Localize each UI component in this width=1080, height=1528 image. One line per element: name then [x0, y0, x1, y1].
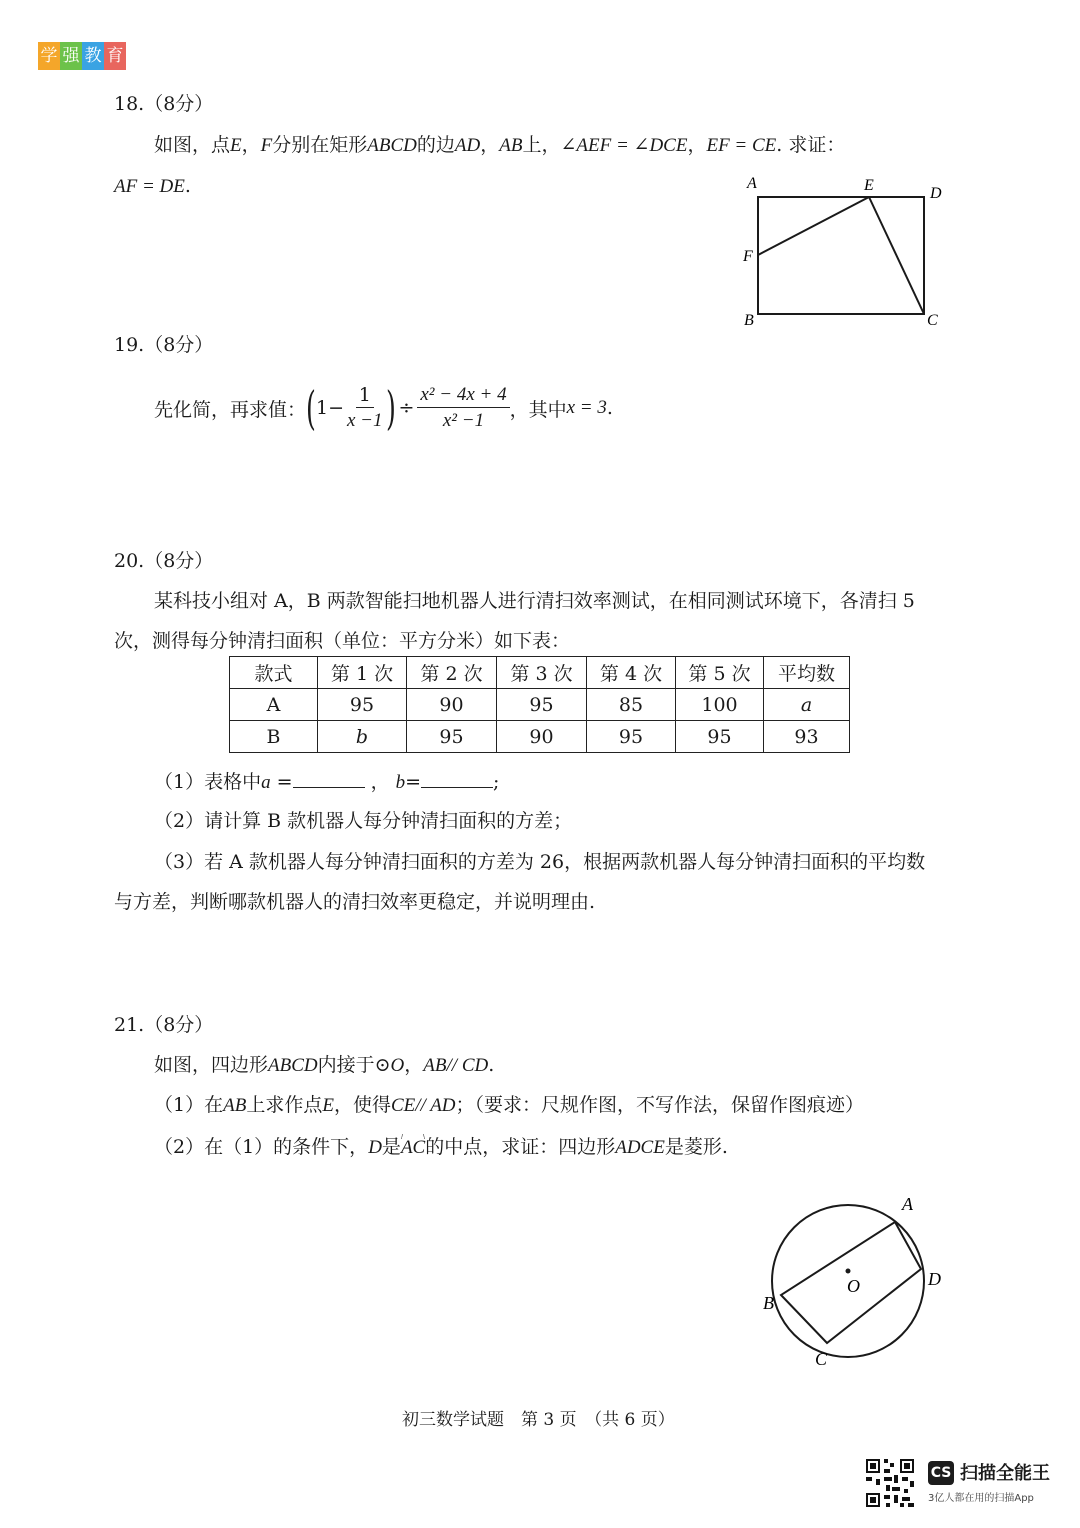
table-cell: A: [230, 689, 318, 721]
q19-fraction-2: $\frac{\text{x² − 4x + 4}}{\text{x² −1}}$: [417, 383, 509, 434]
q21-part1: （1）在AB上求作点E，使得CE// AD；（要求：尺规作图，不写作法，保留作图痕迹）: [154, 1094, 865, 1116]
logo-char-4: 育: [104, 42, 126, 70]
table-header-cell: 第 5 次: [676, 657, 764, 689]
table-cell: 95: [587, 721, 676, 753]
arc-AC: AC: [401, 1134, 425, 1160]
table-row: [230, 721, 850, 753]
q21-statement: 如图，四边形ABCD内接于⊙O，AB// CD.: [154, 1054, 495, 1076]
table-header-cell: 第 4 次: [587, 657, 676, 689]
q20-data-table: [229, 656, 850, 753]
q20-part3-line1: （3）若 A 款机器人每分钟清扫面积的方差为 26，根据两款机器人每分钟清扫面积的平均数: [154, 851, 926, 873]
camscanner-logo-icon: CS: [928, 1461, 954, 1485]
table-cell: 100: [676, 689, 764, 721]
answer-blank-a: [293, 769, 365, 788]
answer-blank-b: [421, 769, 493, 788]
label-E: E: [864, 177, 874, 194]
table-cell: 93: [764, 721, 850, 753]
label-C: C: [815, 1349, 828, 1369]
table-cell: b: [318, 721, 407, 753]
watermark-title: 扫描全能王: [960, 1463, 1050, 1484]
q18-conclusion: AF = DE.: [114, 175, 191, 197]
table-header-cell: 第 2 次: [407, 657, 497, 689]
q18-header: 18.（8分）: [114, 93, 214, 115]
logo-char-2: 强: [60, 42, 82, 70]
q19-header: 19.（8分）: [114, 334, 214, 356]
q20-part2: （2）请计算 B 款机器人每分钟清扫面积的方差；: [154, 810, 573, 832]
table-cell: 90: [407, 689, 497, 721]
label-C: C: [927, 312, 938, 329]
watermark-subtitle: 3亿人都在用的扫描App: [928, 1493, 1034, 1504]
table-header-cell: 款式: [230, 657, 318, 689]
q18-statement: 如图，点E，F分别在矩形ABCD的边AD，AB上，∠AEF = ∠DCE，EF = CE. 求证：: [154, 134, 846, 156]
label-D: D: [930, 185, 942, 202]
table-cell: B: [230, 721, 318, 753]
table-cell: 95: [676, 721, 764, 753]
q21-circle-figure: [755, 1185, 955, 1375]
label-A: A: [747, 175, 757, 192]
q21-part2: （2）在（1）的条件下，D是AC的中点，求证：四边形ADCE是菱形.: [154, 1136, 728, 1158]
q20-part1: （1）表格中a = ， b= ;: [154, 771, 500, 793]
table-header-cell: 平均数: [764, 657, 850, 689]
qr-code-icon: [864, 1457, 916, 1509]
logo-char-3: 教: [82, 42, 104, 70]
label-B: B: [763, 1293, 774, 1313]
q19-expression: 先化简，再求值： ( 1 − $\frac{1}{x -1}$ ) ÷ $\frac{\text{x² − 4x + 4}}{\text{x² −1}}$ ，其中 x = 3 .: [154, 381, 613, 435]
table-cell: 90: [497, 721, 587, 753]
label-A: A: [902, 1194, 913, 1214]
page-footer: 初三数学试题 第 3 页 （共 6 页）: [402, 1410, 675, 1430]
q20-intro-line2: 次，测得每分钟清扫面积（单位：平方分米）如下表：: [114, 630, 571, 652]
table-header-cell: 第 1 次: [318, 657, 407, 689]
table-cell: 95: [497, 689, 587, 721]
label-O: O: [847, 1276, 860, 1296]
label-B: B: [744, 312, 754, 329]
brand-logo: [38, 42, 126, 70]
label-D: D: [928, 1269, 941, 1289]
table-header-row: [230, 657, 850, 689]
q20-header: 20.（8分）: [114, 550, 214, 572]
q21-header: 21.（8分）: [114, 1014, 214, 1036]
table-header-cell: 第 3 次: [497, 657, 587, 689]
label-F: F: [743, 248, 753, 265]
table-cell: 95: [407, 721, 497, 753]
table-cell: a: [764, 689, 850, 721]
q20-intro-line1: 某科技小组对 A，B 两款智能扫地机器人进行清扫效率测试，在相同测试环境下，各清扫 5: [154, 590, 915, 612]
logo-char-1: 学: [38, 42, 60, 70]
table-row: [230, 689, 850, 721]
q18-rectangle-figure: [735, 170, 955, 330]
q19-fraction-1: $\frac{1}{x -1}$: [346, 383, 383, 431]
q20-part3-line2: 与方差，判断哪款机器人的清扫效率更稳定，并说明理由.: [114, 891, 596, 913]
table-cell: 85: [587, 689, 676, 721]
table-cell: 95: [318, 689, 407, 721]
